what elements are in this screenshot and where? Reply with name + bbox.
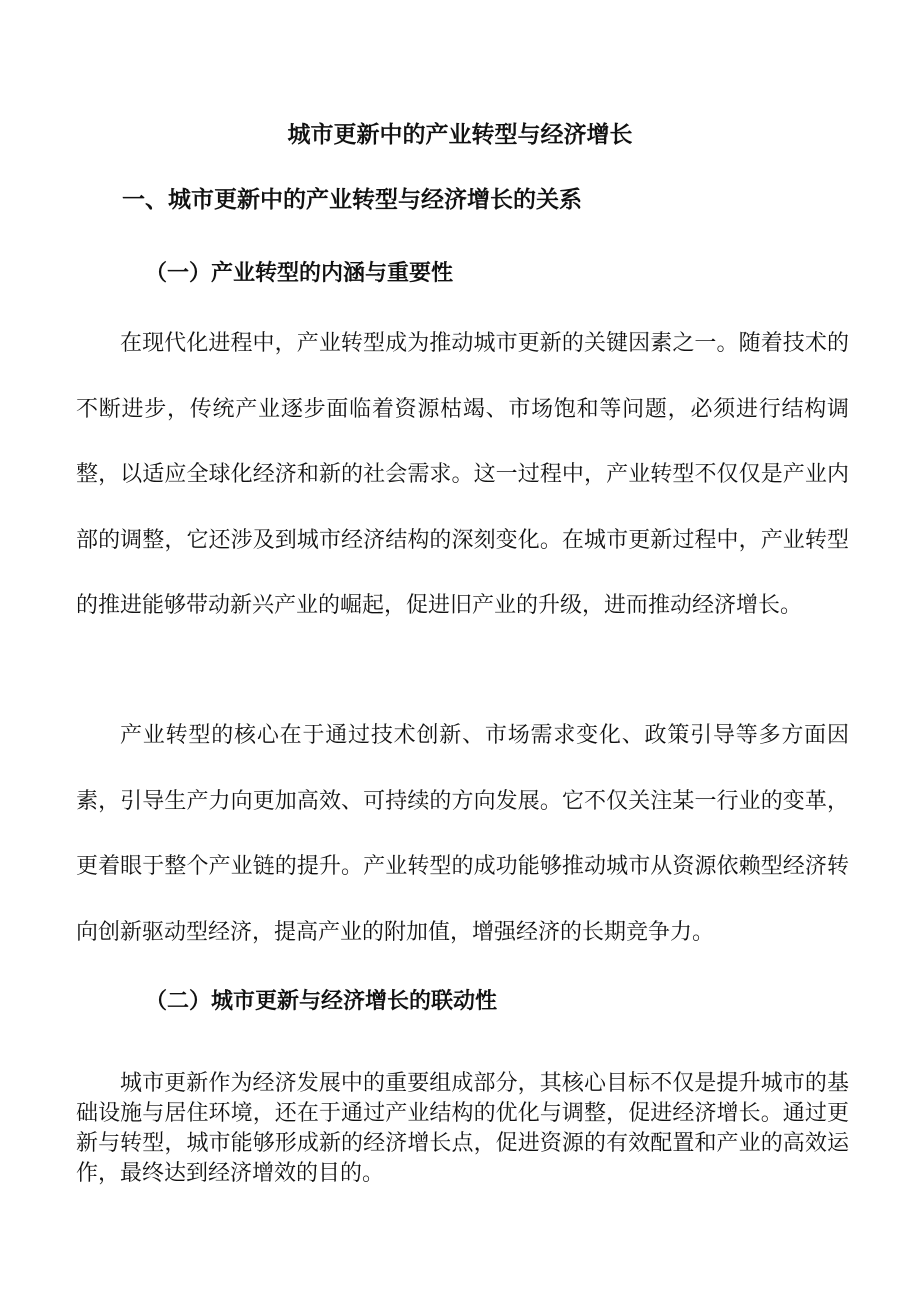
section-heading-1: 一、城市更新中的产业转型与经济增长的关系	[122, 186, 582, 213]
subsection-heading-2: （二）城市更新与经济增长的联动性	[145, 988, 498, 1014]
paragraph-1: 在现代化进程中，产业转型成为推动城市更新的关键因素之一。随着技术的不断进步，传统产业逐步面临着资源枯竭、市场饱和等问题，必须进行结构调整，以适应全球化经济和新的社会需求。这一过程中，产业转型不仅仅是产业内部的调整，它还涉及到城市经济结构的深刻变化。在城市更新过程中，产业转型的推进能够带动新兴产业的崛起，促进旧产业的升级，进而推动经济增长。	[76, 331, 849, 619]
paragraph-3: 城市更新作为经济发展中的重要组成部分，其核心目标不仅是提升城市的基础设施与居住环境，还在于通过产业结构的优化与调整，促进经济增长。通过更新与转型，城市能够形成新的经济增长点，促进资源的有效配置和产业的高效运作，最终达到经济增效的目的。	[76, 1071, 849, 1186]
paragraph-2: 产业转型的核心在于通过技术创新、市场需求变化、政策引导等多方面因素，引导生产力向更加高效、可持续的方向发展。它不仅关注某一行业的变革，更着眼于整个产业链的提升。产业转型的成功能够推动城市从资源依赖型经济转向创新驱动型经济，提高产业的附加值，增强经济的长期竞争力。	[76, 723, 849, 945]
subsection-heading-1: （一）产业转型的内涵与重要性	[145, 260, 454, 286]
document-title: 城市更新中的产业转型与经济增长	[287, 121, 633, 148]
